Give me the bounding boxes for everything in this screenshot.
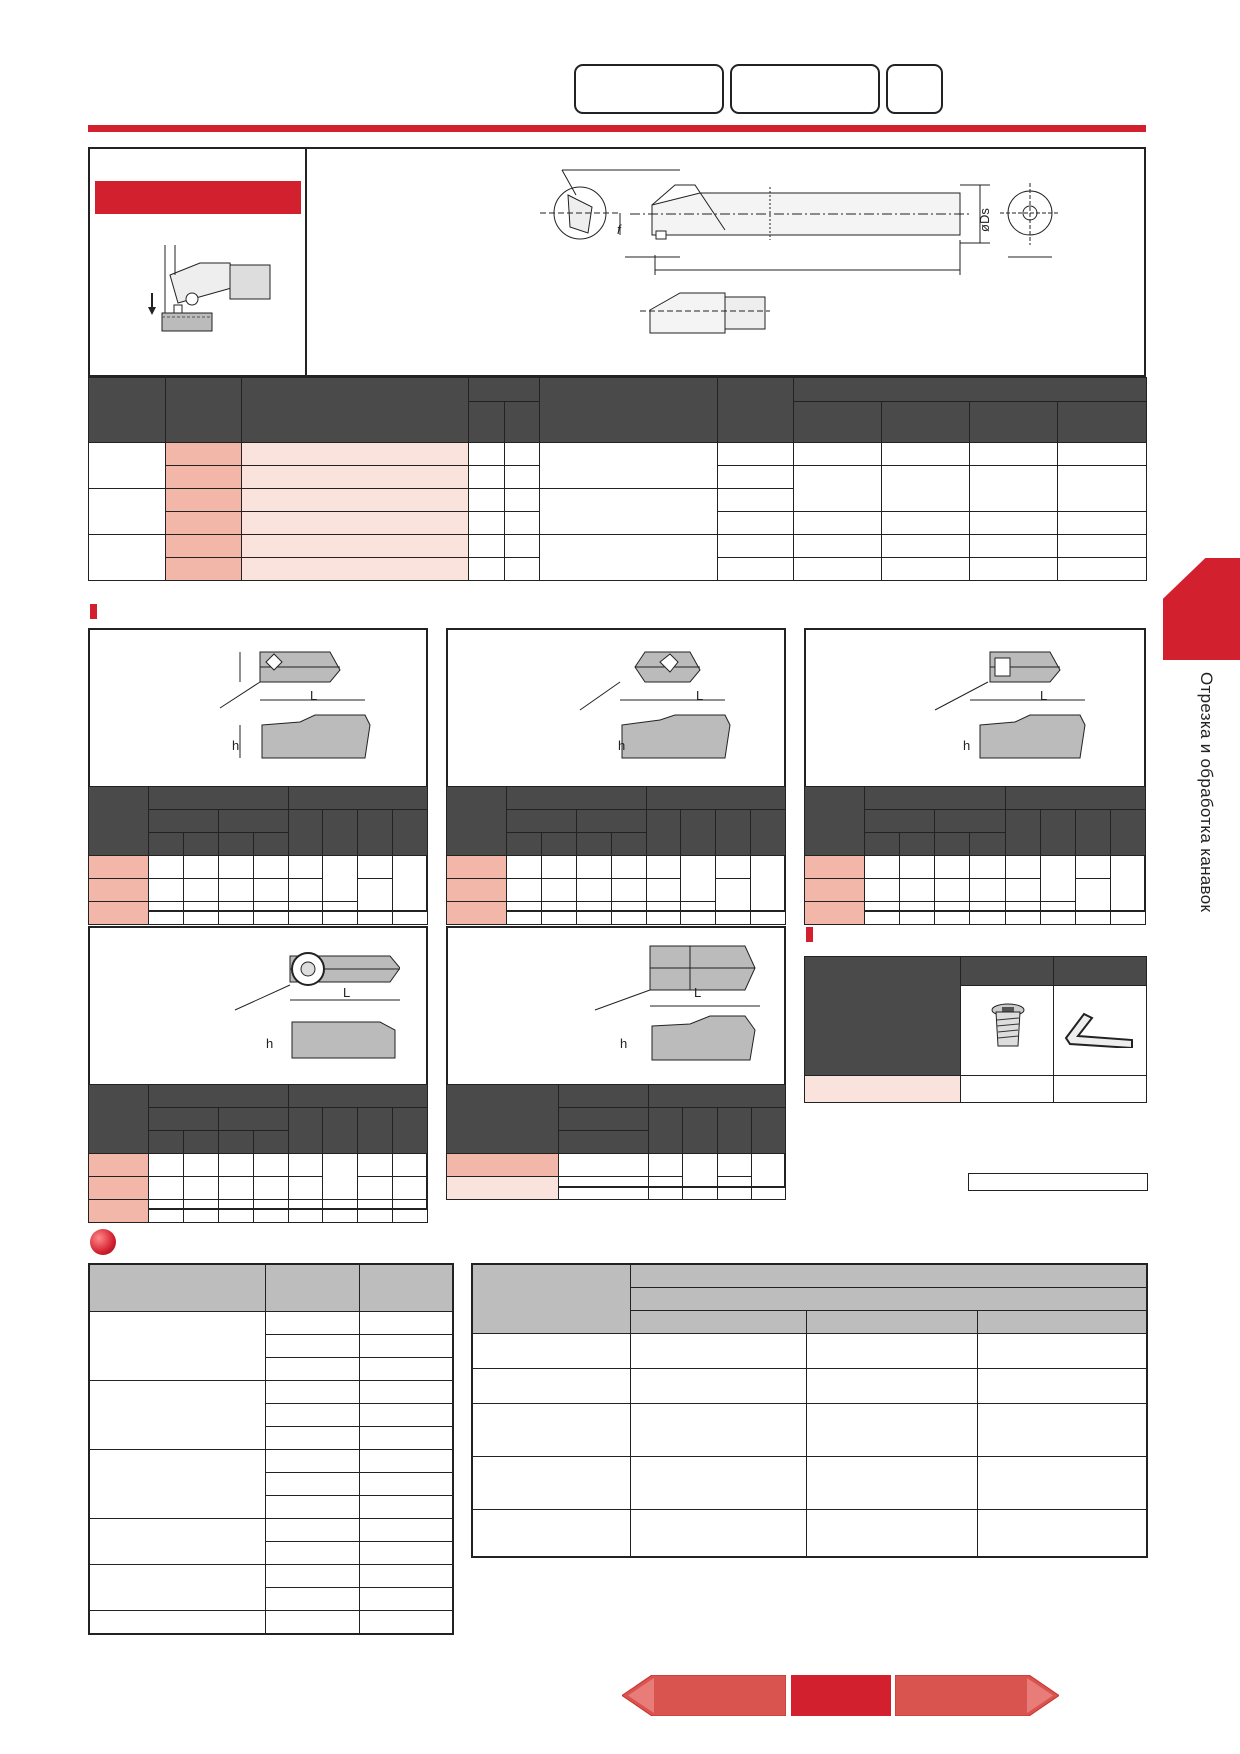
insert-table-2 <box>446 786 786 925</box>
section-side-label: Отрезка и обработка канавок <box>1197 672 1216 913</box>
insert-drawing-2 <box>560 640 740 770</box>
offset-label: f <box>617 222 621 237</box>
insert-drawing-1 <box>200 640 380 770</box>
insert-4-height-label: h <box>266 1036 274 1051</box>
conditions-table-right <box>471 1263 1148 1558</box>
insert-5-height-label: h <box>620 1036 628 1051</box>
holder-spec-table <box>88 377 1147 581</box>
header-rule <box>88 125 1146 132</box>
header-tab-2[interactable] <box>730 64 880 114</box>
parts-note-box <box>968 1173 1148 1191</box>
insert-table-1 <box>88 786 428 925</box>
hex-key-icon <box>1060 1008 1140 1048</box>
panel-divider <box>305 147 307 377</box>
application-sketch <box>140 245 280 335</box>
insert-5-length-label: L <box>694 985 702 1000</box>
red-ball-icon <box>90 1229 116 1255</box>
insert-1-length-label: L <box>310 688 318 703</box>
insert-3-length-label: L <box>1040 688 1048 703</box>
section-marker-parts <box>806 927 813 942</box>
diameter-label: øDs <box>977 208 992 232</box>
insert-2-length-label: L <box>696 688 704 703</box>
holder-drawing <box>540 165 1060 340</box>
conditions-table-left <box>88 1263 454 1635</box>
insert-table-3 <box>804 786 1146 925</box>
header-tab-1[interactable] <box>574 64 724 114</box>
insert-3-height-label: h <box>963 738 971 753</box>
insert-drawing-3 <box>910 640 1090 770</box>
insert-4-length-label: L <box>343 985 351 1000</box>
application-label-bar <box>95 181 301 214</box>
insert-2-height-label: h <box>618 738 626 753</box>
insert-drawing-4 <box>200 940 400 1070</box>
insert-drawing-5 <box>560 940 760 1070</box>
section-marker-inserts <box>90 604 97 619</box>
screw-icon <box>990 1002 1026 1052</box>
prev-page-button[interactable] <box>622 1675 786 1716</box>
current-page-button[interactable] <box>791 1675 891 1716</box>
insert-table-4 <box>88 1084 428 1223</box>
header-tab-3[interactable] <box>886 64 943 114</box>
insert-table-5 <box>446 1084 786 1200</box>
insert-1-height-label: h <box>232 738 240 753</box>
section-side-tab[interactable] <box>1163 558 1240 660</box>
next-page-button[interactable] <box>895 1675 1059 1716</box>
